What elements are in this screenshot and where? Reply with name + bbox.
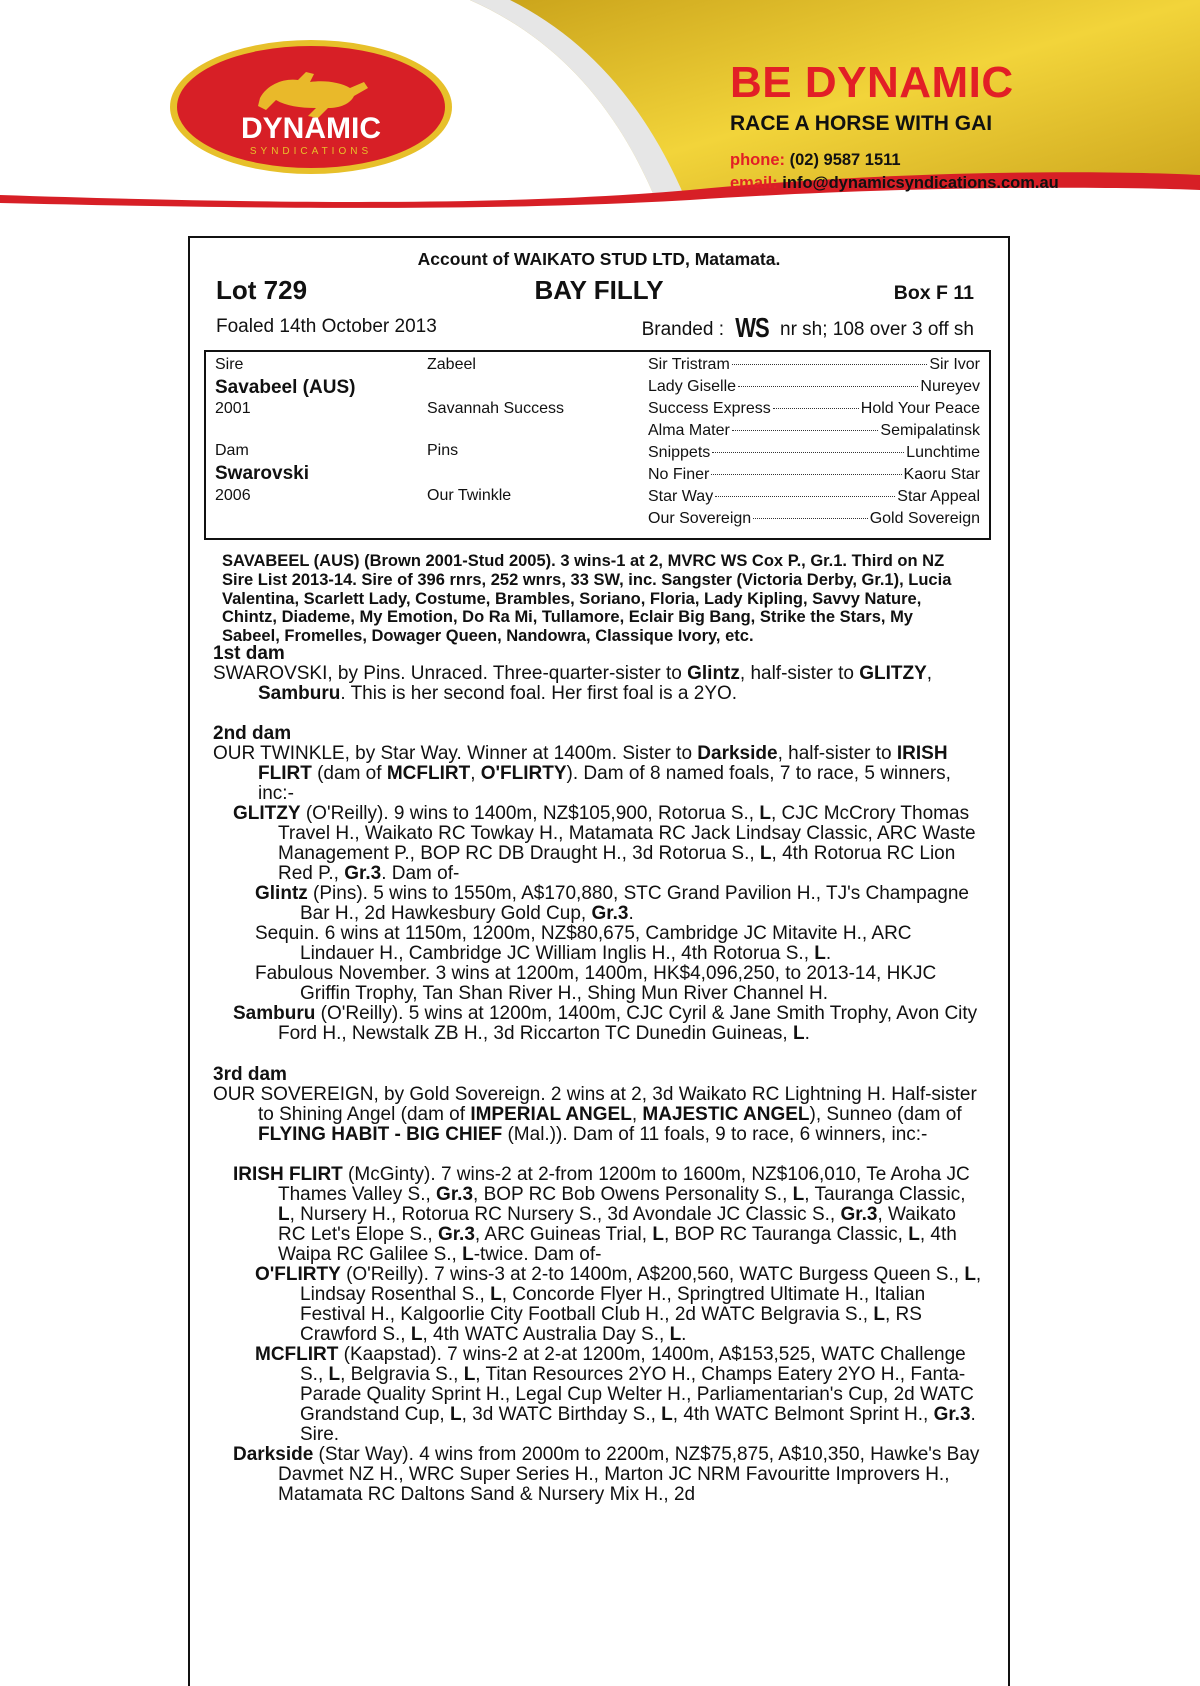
ancestor-left: Sir Tristram (648, 356, 730, 373)
ancestor-right: Nureyev (920, 378, 980, 395)
second-dam-heading: 2nd dam (213, 723, 292, 744)
ancestor-left: Star Way (648, 488, 714, 505)
ancestor-row (648, 488, 980, 506)
foaled-date: Foaled 14th October 2013 (216, 316, 437, 337)
dam-label: Dam (215, 442, 249, 459)
ancestor-right: Lunchtime (906, 444, 980, 461)
ancestor-right: Star Appeal (897, 488, 980, 505)
lot-number: Lot 729 (216, 275, 308, 305)
dam-name: Swarovski (215, 463, 309, 484)
tagline: RACE A HORSE WITH GAI (730, 112, 993, 135)
produce-sequin: Sequin. 6 wins at 1150m, 1200m, NZ$80,675, Cambridge JC Mitavite H., ARC Lindauer H., Cambridge JC William Inglis H., 4th Rotorua S., L. (255, 923, 912, 964)
sire-name: Savabeel (AUS) (215, 377, 356, 398)
sire-summary: SAVABEEL (AUS) (Brown 2001-Stud 2005). 3 wins-1 at 2, MVRC WS Cox P., Gr.1. Third on NZ Sire List 2013-14. Sire of 396 rnrs, 252 wnrs, 33 SW, inc. Sangster (Victoria Derby, Gr.1), Lucia Valentina, Scarlett Lady, Costume, Brambles, Soriano, Floria, Lady Kipling, Savvy Nature, Chintz, Diademe, My Emotion, Do Ra Mi, Tullamore, Eclair Big Bang, Strike the Stars, My Sabeel, Fromelles, Dowager Queen, Nandowra, Classique Ivory, etc. (222, 552, 952, 646)
produce-samburu: Samburu (O'Reilly). 5 wins at 1200m, 1400m, CJC Cyril & Jane Smith Trophy, Avon City Ford H., Newstalk ZB H., 3d Riccarton TC Dunedin Guineas, L. (233, 1003, 978, 1044)
produce-glintz: Glintz (Pins). 5 wins to 1550m, A$170,880, STC Grand Pavilion H., TJ's Champagne Bar H., 2d Hawkesbury Gold Cup, Gr.3. (255, 883, 969, 924)
phone-label: phone: (730, 151, 785, 169)
dam-year: 2006 (215, 487, 251, 504)
pedigree-table (204, 350, 991, 540)
ancestor-row (648, 510, 980, 528)
ancestor-left: No Finer (648, 466, 710, 483)
sire-dam: Savannah Success (427, 400, 564, 417)
ancestor-left: Success Express (648, 400, 771, 417)
ancestor-right: Hold Your Peace (860, 400, 980, 417)
third-dam-intro: OUR SOVEREIGN, by Gold Sovereign. 2 wins at 2, 3d Waikato RC Lightning H. Half-sister to Shining Angel (dam of IMPERIAL ANGEL, MAJESTIC ANGEL), Sunneo (dam of FLYING HABIT - BIG CHIEF (Mal.)). Dam of 11 foals, 9 to race, 6 winners, inc:- (213, 1084, 977, 1145)
ancestor-row (648, 422, 980, 440)
ancestor-left: Lady Giselle (648, 378, 737, 395)
dam-dam: Our Twinkle (427, 487, 512, 504)
branded-label: Branded : (641, 319, 724, 340)
produce-darkside: Darkside (Star Way). 4 wins from 2000m to 2200m, NZ$75,875, A$10,350, Hawke's Bay Davmet NZ H., WRC Super Series H., Marton JC NRM Favouritte Improvers H., Matamata RC Daltons Sand & Nursery Mix H., 2d (233, 1444, 980, 1505)
phone-line (730, 151, 901, 170)
sire-label: Sire (215, 356, 244, 373)
produce-glitzy: GLITZY (O'Reilly). 9 wins to 1400m, NZ$105,900, Rotorua S., L, CJC McCrory Thomas Travel H., Waikato RC Towkay H., Matamata RC Jack Lindsay Classic, ARC Waste Management P., BOP RC DB Draught H., 3d Rotorua S., L, 4th Rotorua RC Lion Red P., Gr.3. Dam of- (233, 803, 976, 884)
brand-mark: WS (735, 311, 769, 343)
header-banner (0, 0, 1200, 210)
third-dam-heading: 3rd dam (213, 1064, 287, 1085)
ancestor-row (648, 400, 980, 418)
lot-title: BAY FILLY (534, 275, 664, 305)
ancestor-row (648, 444, 980, 462)
branded-detail: nr sh; 108 over 3 off sh (780, 319, 974, 340)
email-value[interactable]: info@dynamicsyndications.com.au (782, 174, 1059, 192)
ancestor-right: Gold Sovereign (869, 510, 980, 527)
ancestor-left: Snippets (648, 444, 711, 461)
email-label: email: (730, 174, 778, 192)
first-dam-heading: 1st dam (213, 643, 285, 664)
sire-year: 2001 (215, 400, 251, 417)
dynamic-logo (168, 38, 454, 176)
ancestor-right: Sir Ivor (929, 356, 980, 373)
ancestor-row (648, 356, 980, 374)
ancestor-row (648, 466, 980, 484)
ancestor-row (648, 378, 980, 396)
ancestor-left: Alma Mater (648, 422, 730, 439)
logo-subtext: SYNDICATIONS (249, 146, 373, 157)
catalogue-page (188, 236, 1010, 1686)
logo-text: DYNAMIC (241, 112, 381, 145)
phone-value[interactable]: (02) 9587 1511 (789, 151, 901, 169)
second-dam-intro: OUR TWINKLE, by Star Way. Winner at 1400m. Sister to Darkside, half-sister to IRISH FLIRT (dam of MCFLIRT, O'FLIRTY). Dam of 8 named foals, 7 to race, 5 winners, inc:- (213, 743, 951, 804)
ancestor-right: Kaoru Star (903, 466, 980, 483)
headline: BE DYNAMIC (730, 58, 1014, 107)
produce-oflirty: O'FLIRTY (O'Reilly). 7 wins-3 at 2-to 1400m, A$200,560, WATC Burgess Queen S., L, Lindsay Rosenthal S., L, Concorde Flyer H., Springtred Ultimate H., Italian Festival H., Kalgoorlie City Football Club H., 2d WATC Belgravia S., L, RS Crawford S., L, 4th WATC Australia Day S., L. (255, 1264, 982, 1345)
sire-sire: Zabeel (427, 356, 476, 373)
produce-fabulous-november: Fabulous November. 3 wins at 1200m, 1400m, HK$4,096,250, to 2013-14, HKJC Griffin Trophy, Tan Shan River H., Shing Mun River Channel H. (255, 963, 937, 1004)
ancestor-right: Semipalatinsk (880, 422, 980, 439)
produce-irish-flirt: IRISH FLIRT (McGinty). 7 wins-2 at 2-from 1200m to 1600m, NZ$106,010, Te Aroha JC Thames Valley S., Gr.3, BOP RC Bob Owens Personality S., L, Tauranga Classic, L, Nursery H., Rotorua RC Nursery S., 3d Avondale JC Classic S., Gr.3, Waikato RC Let's Elope S., Gr.3, ARC Guineas Trial, L, BOP RC Tauranga Classic, L, 4th Waipa RC Galilee S., L-twice. Dam of- (233, 1164, 970, 1265)
dam-sire: Pins (427, 442, 459, 459)
ancestor-left: Our Sovereign (648, 510, 752, 527)
first-dam-text: SWAROVSKI, by Pins. Unraced. Three-quarter-sister to Glintz, half-sister to GLITZY, Samburu. This is her second foal. Her first foal is a 2YO. (213, 663, 933, 704)
branded-line (641, 311, 974, 343)
vendor-account: Account of WAIKATO STUD LTD, Matamata. (417, 249, 781, 269)
email-line (730, 174, 1059, 193)
produce-mcflirt: MCFLIRT (Kaapstad). 7 wins-2 at 2-at 1200m, 1400m, A$153,525, WATC Challenge S., L, Belgravia S., L, Titan Resources 2YO H., Champs Eatery 2YO H., Fanta-Parade Quality Sprint H., Legal Cup Welter H., Parliamentarian's Cup, 2d WATC Grandstand Cup, L, 3d WATC Birthday S., L, 4th WATC Belmont Sprint H., Gr.3. Sire. (255, 1344, 976, 1445)
box-number: Box F 11 (893, 282, 974, 304)
